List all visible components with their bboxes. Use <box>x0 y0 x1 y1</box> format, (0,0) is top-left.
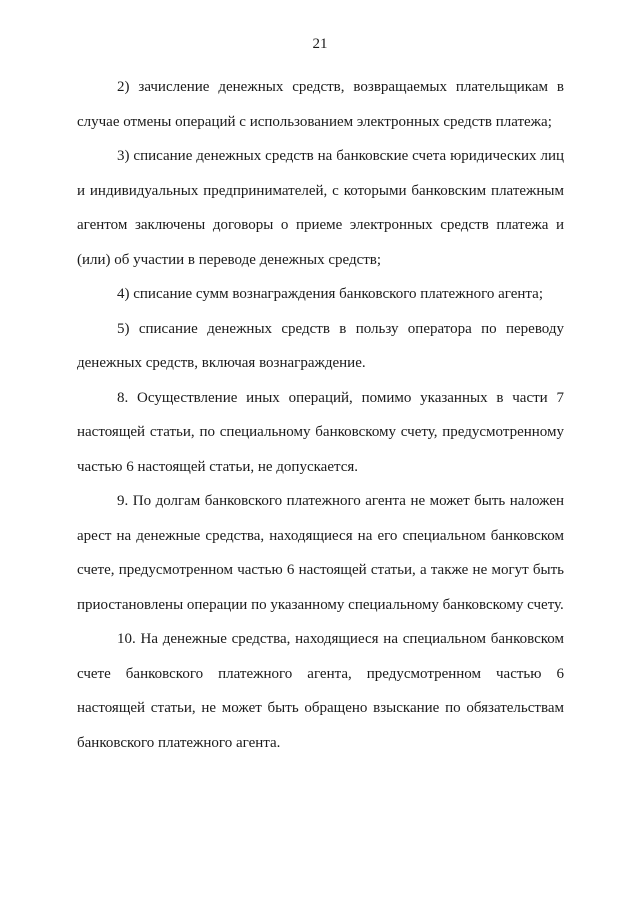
page-number: 21 <box>312 36 328 52</box>
paragraph-section-8: 8. Осуществление иных операций, помимо указанных в части 7 настоящей статьи, по специальному банковскому счету, предусмотренному частью 6 настоящей статьи, не допускается. <box>77 389 564 475</box>
paragraph-legal-entities-debit: 3) списание денежных средств на банковские счета юридических лиц и индивидуальных предпринимателей, с которыми банковским платежным агентом заключены договоры о приеме электронных средств платежа и (или) об участии в переводе денежных средств; <box>77 148 564 268</box>
paragraph-section-10: 10. На денежные средства, находящиеся на специальном банковском счете банковского платежного агента, предусмотренном частью 6 настоящей статьи, не может быть обращено взыскание по обязательствам банковского платежного агента. <box>77 631 564 751</box>
paragraph-refund-credit: 2) зачисление денежных средств, возвращаемых плательщикам в случае отмены операций с использованием электронных средств платежа; <box>77 79 564 130</box>
document-body <box>77 70 564 760</box>
paragraph-agent-fee-debit: 4) списание сумм вознаграждения банковского платежного агента; <box>117 286 543 302</box>
paragraph-operator-debit: 5) списание денежных средств в пользу оператора по переводу денежных средств, включая вознаграждение. <box>77 320 564 371</box>
paragraph-section-9: 9. По долгам банковского платежного агента не может быть наложен арест на денежные средства, находящиеся на его специальном банковском счете, предусмотренном частью 6 настоящей статьи, а также не могут быть приостановлены операции по указанному специальному банковскому счету. <box>77 493 564 613</box>
